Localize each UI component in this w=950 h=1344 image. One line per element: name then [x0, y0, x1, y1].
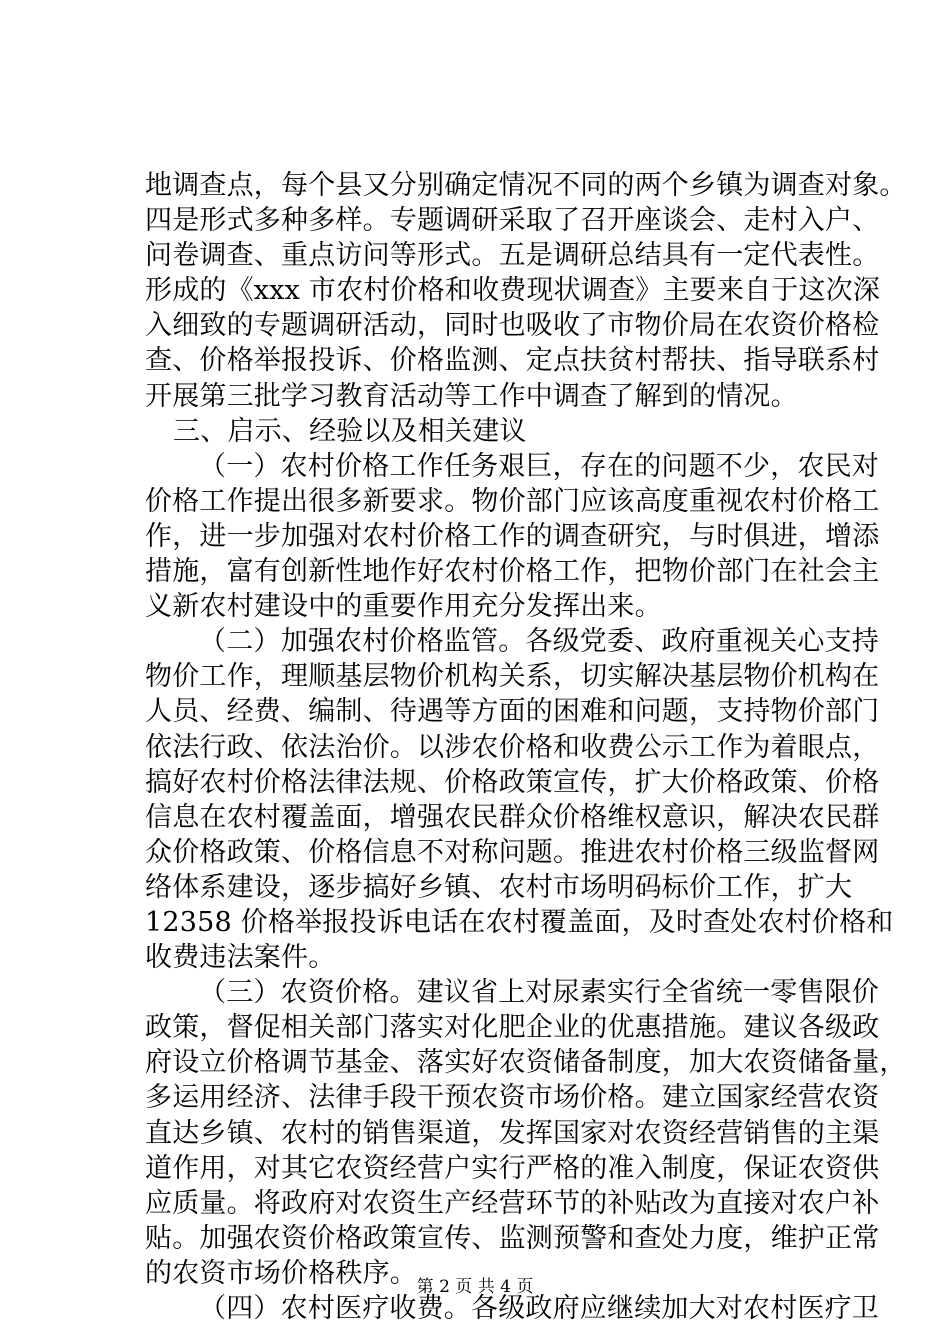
text-line: 四是形式多种多样。专题调研采取了召开座谈会、走村入户、: [145, 205, 880, 237]
text-line: 作，进一步加强对农村价格工作的调查研究，与时俱进，增添: [145, 520, 880, 552]
text-line: 政策，督促相关部门落实对化肥企业的优惠措施。建议各级政: [145, 1012, 880, 1044]
text-line: 物价工作，理顺基层物价机构关系，切实解决基层物价机构在: [145, 661, 880, 693]
text-line: 贴。加强农资价格政策宣传、监测预警和查处力度，维护正常: [145, 1222, 880, 1254]
text-line: 络体系建设，逐步搞好乡镇、农村市场明码标价工作，扩大: [145, 871, 853, 903]
text-line: 地调查点，每个县又分别确定情况不同的两个乡镇为调查对象。: [145, 170, 907, 201]
text-line: 多运用经济、法律手段干预农资市场价格。建立国家经营农资: [145, 1082, 880, 1114]
text-line: 入细致的专题调研活动，同时也吸收了市物价局在农资价格检: [145, 310, 880, 342]
text-line: 应质量。将政府对农资生产经营环节的补贴改为直接对农户补: [145, 1187, 880, 1219]
text-line: （四）农村医疗收费。各级政府应继续加大对农村医疗卫: [199, 1293, 879, 1324]
text-line: 义新农村建设中的重要作用充分发挥出来。: [145, 591, 662, 623]
text-line: 措施，富有创新性地作好农村价格工作，把物价部门在社会主: [145, 556, 880, 588]
text-line: 12358 价格举报投诉电话在农村覆盖面，及时查处农村价格和: [145, 906, 894, 938]
text-line: （一）农村价格工作任务艰巨，存在的问题不少，农民对: [199, 450, 879, 482]
body-text: [145, 168, 907, 1326]
text-line: 问卷调查、重点访问等形式。五是调研总结具有一定代表性。: [145, 240, 880, 272]
text-line: 的农资市场价格秩序。: [145, 1257, 417, 1289]
text-line: 直达乡镇、农村的销售渠道，发挥国家对农资经营销售的主渠: [145, 1117, 880, 1149]
text-line: 府设立价格调节基金、落实好农资储备制度，加大农资储备量，: [145, 1047, 907, 1079]
text-line: 搞好农村价格法律法规、价格政策宣传，扩大价格政策、价格: [145, 766, 880, 798]
text-line: 人员、经费、编制、待遇等方面的困难和问题，支持物价部门: [145, 696, 880, 728]
text-line: 信息在农村覆盖面，增强农民群众价格维权意识，解决农民群: [145, 801, 880, 833]
text-line: （二）加强农村价格监管。各级党委、政府重视关心支持: [199, 626, 879, 658]
page-footer: 第 2 页 共 4 页: [416, 1277, 534, 1297]
text-line: 依法行政、依法治价。以涉农价格和收费公示工作为着眼点，: [145, 731, 880, 763]
text-line: （三）农资价格。建议省上对尿素实行全省统一零售限价: [199, 977, 879, 1009]
text-line: 收费违法案件。: [145, 942, 336, 974]
text-line: 价格工作提出很多新要求。物价部门应该高度重视农村价格工: [145, 485, 880, 517]
section-heading: 三、启示、经验以及相关建议: [173, 415, 527, 447]
text-line: 查、价格举报投诉、价格监测、定点扶贫村帮扶、指导联系村: [145, 345, 880, 377]
text-line: 众价格政策、价格信息不对称问题。推进农村价格三级监督网: [145, 836, 880, 868]
text-line: 开展第三批学习教育活动等工作中调查了解到的情况。: [145, 380, 798, 412]
text-line: 道作用，对其它农资经营户实行严格的准入制度，保证农资供: [145, 1152, 880, 1184]
text-line: 形成的《xxx 市农村价格和收费现状调查》主要来自于这次深: [145, 275, 881, 307]
